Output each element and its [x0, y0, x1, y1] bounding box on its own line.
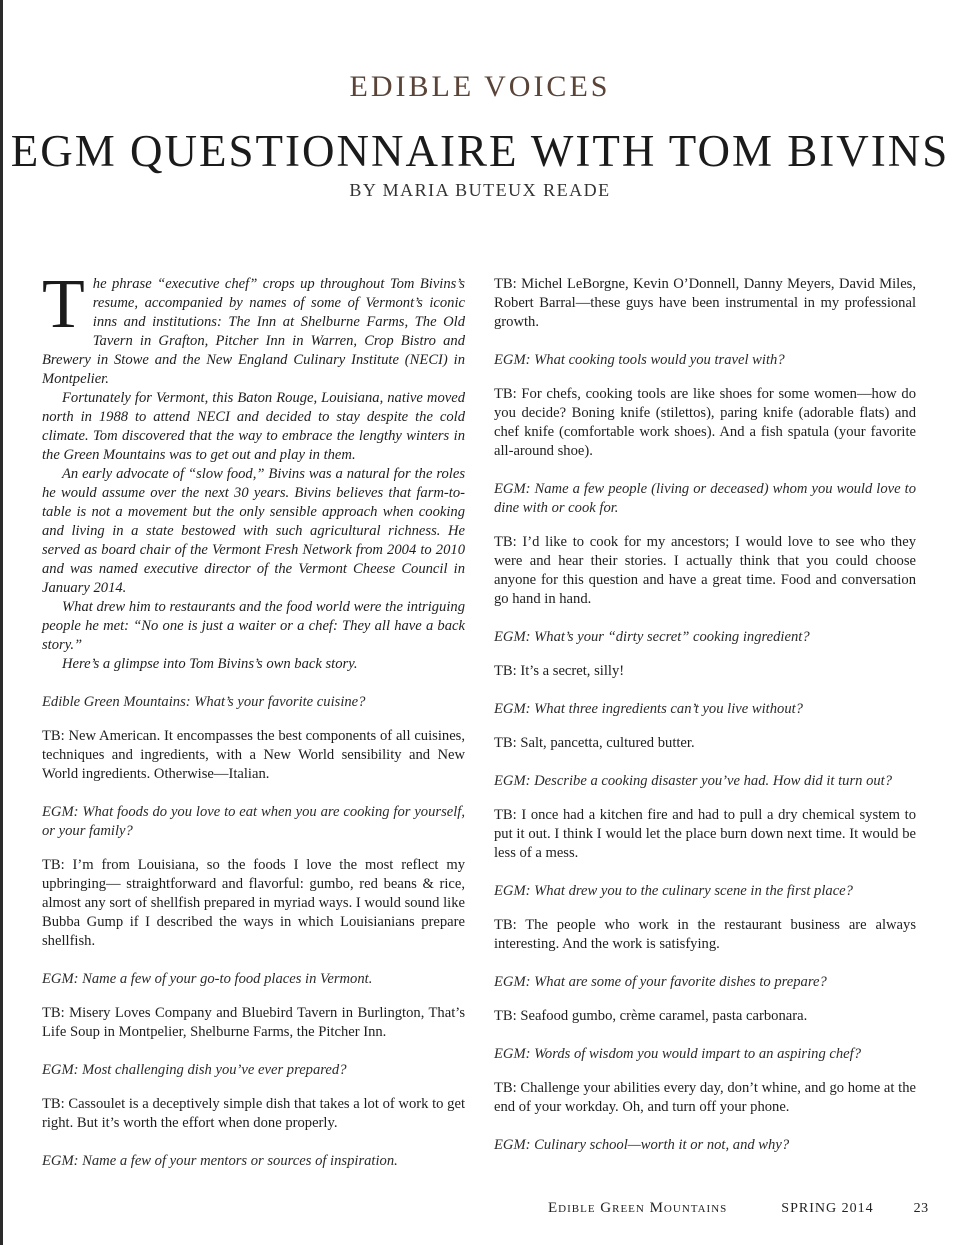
- answer: TB: The people who work in the restaurant business are always interesting. And the work is satisfying.: [494, 917, 916, 952]
- question: EGM: Culinary school—worth it or not, and why?: [494, 1137, 790, 1153]
- qa-block: [494, 351, 916, 461]
- answer: TB: It’s a secret, silly!: [494, 663, 625, 679]
- article-headline: EGM QUESTIONNAIRE WITH TOM BIVINS: [10, 126, 950, 176]
- question: EGM: Name a few people (living or deceased) whom you would love to dine with or cook for.: [494, 481, 916, 516]
- article-intro: [42, 266, 465, 674]
- question: EGM: What drew you to the culinary scene in the first place?: [494, 883, 853, 899]
- qa-block: [494, 772, 916, 863]
- footer-publication: Edible Green Mountains: [548, 1200, 728, 1216]
- page-number: 23: [913, 1201, 929, 1216]
- qa-block: [494, 480, 916, 609]
- answer: TB: Challenge your abilities every day, don’t whine, and go home at the end of your workday. Oh, and turn off your phone.: [494, 1080, 916, 1115]
- answer: TB: I’d like to cook for my ancestors; I would love to see who they were and hear their stories. I actually think that you could choose anyone for this question and have a great time. Food and conversation go hand in hand.: [494, 534, 916, 607]
- question: EGM: Name a few of your mentors or sources of inspiration.: [42, 1153, 398, 1169]
- intro-paragraph: [42, 266, 465, 389]
- question: EGM: What foods do you love to eat when you are cooking for yourself, or your family?: [42, 804, 465, 839]
- answer: TB: Salt, pancetta, cultured butter.: [494, 735, 695, 751]
- qa-block: [42, 803, 465, 951]
- answer: TB: Cassoulet is a deceptively simple dish that takes a lot of work to get right. But it’s worth the effort when done properly.: [42, 1096, 465, 1131]
- answer: TB: I once had a kitchen fire and had to pull a dry chemical system to put it out. I think I would let the place burn down next time. It would be less of a mess.: [494, 807, 916, 861]
- answer: TB: For chefs, cooking tools are like shoes for some women—how do you decide? Boning knife (stilettos), paring knife (adorable flats) and chef knife (comfortable work shoes). And a fish spatula (your favorite all-around shoe).: [494, 386, 916, 459]
- right-column: [494, 275, 916, 1170]
- question: Edible Green Mountains: What’s your favorite cuisine?: [42, 694, 366, 710]
- intro-text: he phrase “executive chef” crops up throughout Tom Bivins’s resume, accompanied by names of some of Vermont’s iconic inns and institutions: The Inn at Shelburne Farms, The Old Tavern in Grafton, Pitcher Inn in Warren, Crop Bistro and Brewery in Stowe and the New England Culinary Institute (NECI) in Montpelier.: [42, 276, 465, 387]
- answer: TB: Michel LeBorgne, Kevin O’Donnell, Danny Meyers, David Miles, Robert Barral—these guys have been instrumental in my professional growth.: [494, 276, 916, 330]
- qa-block: [494, 628, 916, 681]
- intro-paragraph: Fortunately for Vermont, this Baton Rouge, Louisiana, native moved north in 1988 to attend NECI and decided to stay despite the cold climate. Tom discovered that the way to embrace the lengthy winters in the Green Mountains was to get out and play in them.: [42, 390, 465, 463]
- answer: TB: Seafood gumbo, crème caramel, pasta carbonara.: [494, 1008, 808, 1024]
- question: EGM: What’s your “dirty secret” cooking ingredient?: [494, 629, 810, 645]
- qa-block: [42, 1152, 465, 1171]
- answer: TB: New American. It encompasses the best components of all cuisines, techniques and ingredients, with a New World sensibility and New World ingredients. Otherwise—Italian.: [42, 728, 465, 782]
- question: EGM: Words of wisdom you would impart to an aspiring chef?: [494, 1046, 862, 1062]
- footer-issue: SPRING 2014: [781, 1201, 874, 1216]
- answer: TB: I’m from Louisiana, so the foods I love the most reflect my upbringing— straightforward and flavorful: gumbo, red beans & rice, almost any sort of shellfish prepared in myriad ways. I would sound like Bubba Gump if I described the ways in which Louisianians prepare shellfish.: [42, 857, 465, 949]
- question: EGM: What three ingredients can’t you live without?: [494, 701, 803, 717]
- drop-cap: T: [42, 266, 85, 343]
- qa-block: [494, 1136, 916, 1155]
- page-footer: [548, 1200, 929, 1217]
- answer: TB: Misery Loves Company and Bluebird Tavern in Burlington, That’s Life Soup in Montpelier, Shelburne Farms, the Pitcher Inn.: [42, 1005, 465, 1040]
- article-byline: BY MARIA BUTEUX READE: [349, 180, 611, 200]
- intro-paragraph: An early advocate of “slow food,” Bivins was a natural for the roles he would assume over the next 30 years. Bivins believes that farm-to-table is not a movement but the only sensible approach when cooking and living in a state bestowed with such agricultural richness. He served as board chair of the Vermont Fresh Network from 2004 to 2010 and was named executive director of the Vermont Cheese Council in January 2014.: [42, 466, 465, 596]
- qa-block: [42, 1061, 465, 1133]
- qa-block: [42, 970, 465, 1042]
- qa-block: [494, 1045, 916, 1117]
- question: EGM: What cooking tools would you travel with?: [494, 352, 785, 368]
- left-column: [42, 266, 465, 1186]
- intro-paragraph: What drew him to restaurants and the food world were the intriguing people he met: “No one is just a waiter or a chef: They all have a back story.”: [42, 599, 465, 653]
- qa-block: [494, 275, 916, 332]
- section-label: EDIBLE VOICES: [349, 70, 611, 103]
- qa-block: [494, 882, 916, 954]
- question: EGM: Name a few of your go-to food places in Vermont.: [42, 971, 373, 987]
- qa-block: [494, 973, 916, 1026]
- intro-paragraph: Here’s a glimpse into Tom Bivins’s own back story.: [62, 656, 358, 672]
- qa-block: [42, 693, 465, 784]
- question: EGM: Describe a cooking disaster you’ve had. How did it turn out?: [494, 773, 893, 789]
- question: EGM: Most challenging dish you’ve ever prepared?: [42, 1062, 347, 1078]
- qa-block: [494, 700, 916, 753]
- question: EGM: What are some of your favorite dishes to prepare?: [494, 974, 827, 990]
